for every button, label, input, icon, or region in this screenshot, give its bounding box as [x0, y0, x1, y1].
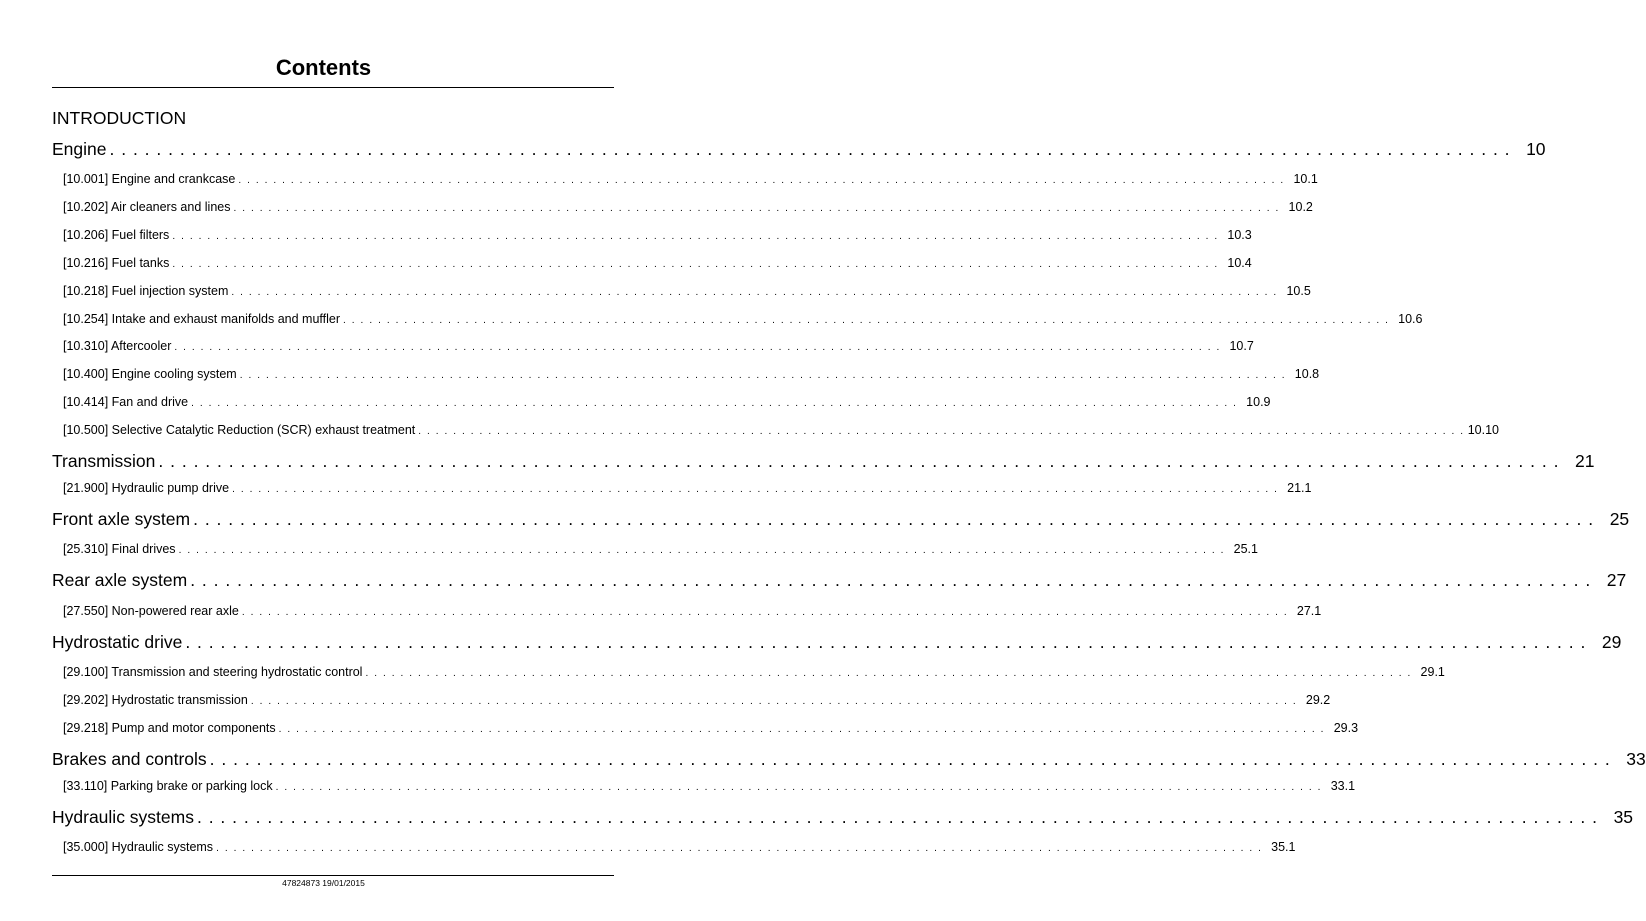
toc-section-title: Rear axle system: [52, 570, 188, 590]
toc-subsection[interactable]: [63, 480, 1312, 498]
toc-subsection-page-number: 33.1: [1330, 779, 1356, 793]
dot-leader: . . . . . . . . . . . . . . . . . . . . . . . . . . . . . . . . . . . . . . . . . . . . . . . . . . . . . . . . . . . . . . . . . . . . . . . . . . . . . . . . . . . . . . . . . . . . . . . . . . . . . . . . . . . . . . . . . . . . . . . .: [185, 632, 1587, 652]
toc-subsection[interactable]: [63, 338, 1254, 356]
dot-leader: . . . . . . . . . . . . . . . . . . . . . . . . . . . . . . . . . . . . . . . . . . . . . . . . . . . . . . . . . . . . . . . . . . . . . . . . . . . . . . . . . . . . . . . . . . . . . . . . . . . . . . . . . . . . . . . . . . . . . . . .: [172, 231, 1219, 242]
toc-subsection[interactable]: [63, 422, 1499, 440]
toc-subsection[interactable]: [63, 839, 1296, 857]
toc-subsection[interactable]: [63, 541, 1258, 559]
toc-section-page-number: 33: [1626, 749, 1646, 769]
toc-subsection-title: [10.254] Intake and exhaust manifolds and muffler: [63, 312, 341, 326]
dot-leader: . . . . . . . . . . . . . . . . . . . . . . . . . . . . . . . . . . . . . . . . . . . . . . . . . . . . . . . . . . . . . . . . . . . . . . . . . . . . . . . . . . . . . . . . . . . . . . . . . . . . . . . . . . . . . . . . . . . . . . . .: [239, 370, 1287, 381]
toc-subsection-title: [10.218] Fuel injection system: [63, 284, 229, 298]
toc-subsection[interactable]: [63, 720, 1359, 738]
toc-subsection-page-number: 25.1: [1233, 542, 1258, 556]
dot-leader: . . . . . . . . . . . . . . . . . . . . . . . . . . . . . . . . . . . . . . . . . . . . . . . . . . . . . . . . . . . . . . . . . . . . . . . . . . . . . . . . . . . . . . . . . . . . . . . . . . . . . . . . . . . . . . . . . . . . . . . .: [196, 807, 1599, 827]
toc-subsection-page-number: 10.5: [1286, 284, 1311, 298]
toc-subsection-title: [10.001] Engine and crankcase: [63, 172, 236, 186]
toc-subsection-page-number: 29.1: [1420, 665, 1445, 679]
dot-leader: . . . . . . . . . . . . . . . . . . . . . . . . . . . . . . . . . . . . . . . . . . . . . . . . . . . . . . . . . . . . . . . . . . . . . . . . . . . . . . . . . . . . . . . . . . . . . . . . . . . . . . . . . . . . . . . . . . . . . . . .: [418, 426, 1465, 437]
toc-section-title: Brakes and controls: [52, 749, 207, 769]
toc-subsection[interactable]: [63, 778, 1356, 796]
toc-subsection-page-number: 10.4: [1227, 256, 1252, 270]
toc-section[interactable]: [52, 631, 1622, 653]
dot-leader: . . . . . . . . . . . . . . . . . . . . . . . . . . . . . . . . . . . . . . . . . . . . . . . . . . . . . . . . . . . . . . . . . . . . . . . . . . . . . . . . . . . . . . . . . . . . . . . . . . . . . . . . . . . . . . . . . . . . . . . .: [172, 259, 1219, 270]
dot-leader: . . . . . . . . . . . . . . . . . . . . . . . . . . . . . . . . . . . . . . . . . . . . . . . . . . . . . . . . . . . . . . . . . . . . . . . . . . . . . . . . . . . . . . . . . . . . . . . . . . . . . . . . . . . . . . . . . . . . . . . .: [238, 175, 1285, 186]
toc-subsection-page-number: 21.1: [1287, 481, 1312, 495]
toc-section-page-number: 21: [1574, 451, 1595, 471]
dot-leader: . . . . . . . . . . . . . . . . . . . . . . . . . . . . . . . . . . . . . . . . . . . . . . . . . . . . . . . . . . . . . . . . . . . . . . . . . . . . . . . . . . . . . . . . . . . . . . . . . . . . . . . . . . . . . . . . . . . . . . . .: [275, 782, 1323, 793]
toc-subsection[interactable]: [63, 283, 1311, 301]
toc-section-title: Transmission: [52, 451, 156, 471]
toc-section[interactable]: [52, 508, 1630, 530]
toc-subsection-title: [27.550] Non-powered rear axle: [63, 604, 239, 618]
toc-section-title: Hydraulic systems: [52, 807, 194, 827]
toc-subsection-title: [10.310] Aftercooler: [63, 339, 172, 353]
dot-leader: . . . . . . . . . . . . . . . . . . . . . . . . . . . . . . . . . . . . . . . . . . . . . . . . . . . . . . . . . . . . . . . . . . . . . . . . . . . . . . . . . . . . . . . . . . . . . . . . . . . . . . . . . . . . . . . . . . . . . . . .: [250, 696, 1298, 707]
dot-leader: . . . . . . . . . . . . . . . . . . . . . . . . . . . . . . . . . . . . . . . . . . . . . . . . . . . . . . . . . . . . . . . . . . . . . . . . . . . . . . . . . . . . . . . . . . . . . . . . . . . . . . . . . . . . . . . . . . . . . . . .: [233, 203, 1280, 214]
toc-subsection[interactable]: [63, 692, 1331, 710]
toc-subsection-title: [29.100] Transmission and steering hydrostatic control: [63, 665, 363, 679]
toc-section-title: Engine: [52, 139, 107, 159]
dot-leader: . . . . . . . . . . . . . . . . . . . . . . . . . . . . . . . . . . . . . . . . . . . . . . . . . . . . . . . . . . . . . . . . . . . . . . . . . . . . . . . . . . . . . . . . . . . . . . . . . . . . . . . . . . . . . . . . . . . . . . . .: [191, 398, 1238, 409]
toc-subsection-page-number: 29.2: [1305, 693, 1331, 707]
toc-subsection[interactable]: [63, 311, 1423, 329]
toc-subsection[interactable]: [63, 199, 1313, 217]
toc-subsection-page-number: 10.1: [1293, 172, 1318, 186]
toc-subsection[interactable]: [63, 171, 1318, 189]
dot-leader: . . . . . . . . . . . . . . . . . . . . . . . . . . . . . . . . . . . . . . . . . . . . . . . . . . . . . . . . . . . . . . . . . . . . . . . . . . . . . . . . . . . . . . . . . . . . . . . . . . . . . . . . . . . . . . . . . . . . . . . .: [190, 570, 1592, 590]
toc-section[interactable]: [52, 806, 1634, 828]
toc-subsection-title: [21.900] Hydraulic pump drive: [63, 481, 230, 495]
introduction-heading[interactable]: INTRODUCTION: [52, 108, 187, 128]
dot-leader: . . . . . . . . . . . . . . . . . . . . . . . . . . . . . . . . . . . . . . . . . . . . . . . . . . . . . . . . . . . . . . . . . . . . . . . . . . . . . . . . . . . . . . . . . . . . . . . . . . . . . . . . . . . . . . . . . . . . . . . .: [209, 749, 1611, 769]
toc-subsection-page-number: 29.3: [1333, 721, 1359, 735]
toc-subsection-page-number: 10.7: [1229, 339, 1254, 353]
toc-subsection[interactable]: [63, 227, 1252, 245]
toc-subsection-title: [10.206] Fuel filters: [63, 228, 170, 242]
dot-leader: . . . . . . . . . . . . . . . . . . . . . . . . . . . . . . . . . . . . . . . . . . . . . . . . . . . . . . . . . . . . . . . . . . . . . . . . . . . . . . . . . . . . . . . . . . . . . . . . . . . . . . . . . . . . . . . . . . . . . . . .: [174, 342, 1221, 353]
toc-subsection[interactable]: [63, 394, 1271, 412]
toc-subsection-page-number: 10.9: [1246, 395, 1271, 409]
toc-subsection[interactable]: [63, 664, 1445, 682]
toc-subsection-title: [29.202] Hydrostatic transmission: [63, 693, 248, 707]
footer-rule: [52, 875, 614, 876]
toc-section-page-number: 25: [1609, 509, 1630, 529]
toc-section[interactable]: [52, 138, 1546, 160]
toc-section-title: Front axle system: [52, 509, 191, 529]
footer-doc-info: 47824873 19/01/2015: [282, 878, 365, 888]
page-title: Contents: [275, 55, 372, 80]
toc-subsection[interactable]: [63, 255, 1252, 273]
toc-subsection-title: [10.202] Air cleaners and lines: [63, 200, 231, 214]
toc-section-page-number: 10: [1526, 139, 1546, 159]
toc-subsection-title: [29.218] Pump and motor components: [63, 721, 276, 735]
dot-leader: . . . . . . . . . . . . . . . . . . . . . . . . . . . . . . . . . . . . . . . . . . . . . . . . . . . . . . . . . . . . . . . . . . . . . . . . . . . . . . . . . . . . . . . . . . . . . . . . . . . . . . . . . . . . . . . . . . . . . . . .: [241, 607, 1289, 618]
toc-subsection-page-number: 35.1: [1271, 840, 1296, 854]
toc-subsection-page-number: 10.8: [1294, 367, 1320, 381]
toc-section-title: Hydrostatic drive: [52, 632, 183, 652]
toc-section-page-number: 35: [1613, 807, 1634, 827]
dot-leader: . . . . . . . . . . . . . . . . . . . . . . . . . . . . . . . . . . . . . . . . . . . . . . . . . . . . . . . . . . . . . . . . . . . . . . . . . . . . . . . . . . . . . . . . . . . . . . . . . . . . . . . . . . . . . . . . . . . . . . . .: [109, 139, 1511, 159]
dot-leader: . . . . . . . . . . . . . . . . . . . . . . . . . . . . . . . . . . . . . . . . . . . . . . . . . . . . . . . . . . . . . . . . . . . . . . . . . . . . . . . . . . . . . . . . . . . . . . . . . . . . . . . . . . . . . . . . . . . . . . . .: [216, 843, 1263, 854]
dot-leader: . . . . . . . . . . . . . . . . . . . . . . . . . . . . . . . . . . . . . . . . . . . . . . . . . . . . . . . . . . . . . . . . . . . . . . . . . . . . . . . . . . . . . . . . . . . . . . . . . . . . . . . . . . . . . . . . . . . . . . . .: [232, 484, 1279, 495]
toc-subsection-title: [10.216] Fuel tanks: [63, 256, 170, 270]
toc-subsection-title: [35.000] Hydraulic systems: [63, 840, 214, 854]
toc-subsection-page-number: 27.1: [1296, 604, 1322, 618]
dot-leader: . . . . . . . . . . . . . . . . . . . . . . . . . . . . . . . . . . . . . . . . . . . . . . . . . . . . . . . . . . . . . . . . . . . . . . . . . . . . . . . . . . . . . . . . . . . . . . . . . . . . . . . . . . . . . . . . . . . . . . . .: [178, 545, 1225, 556]
dot-leader: . . . . . . . . . . . . . . . . . . . . . . . . . . . . . . . . . . . . . . . . . . . . . . . . . . . . . . . . . . . . . . . . . . . . . . . . . . . . . . . . . . . . . . . . . . . . . . . . . . . . . . . . . . . . . . . . . . . . . . . .: [343, 315, 1390, 326]
toc-subsection[interactable]: [63, 366, 1320, 384]
toc-subsection-page-number: 10.6: [1398, 312, 1423, 326]
toc-section[interactable]: [52, 450, 1595, 472]
dot-leader: . . . . . . . . . . . . . . . . . . . . . . . . . . . . . . . . . . . . . . . . . . . . . . . . . . . . . . . . . . . . . . . . . . . . . . . . . . . . . . . . . . . . . . . . . . . . . . . . . . . . . . . . . . . . . . . . . . . . . . . .: [193, 509, 1595, 529]
toc-subsection-page-number: 10.10: [1467, 423, 1499, 437]
toc-section[interactable]: [52, 748, 1646, 770]
toc-subsection-page-number: 10.3: [1227, 228, 1252, 242]
toc-subsection-title: [10.500] Selective Catalytic Reduction (SCR) exhaust treatment: [63, 423, 416, 437]
dot-leader: . . . . . . . . . . . . . . . . . . . . . . . . . . . . . . . . . . . . . . . . . . . . . . . . . . . . . . . . . . . . . . . . . . . . . . . . . . . . . . . . . . . . . . . . . . . . . . . . . . . . . . . . . . . . . . . . . . . . . . . .: [158, 451, 1560, 471]
dot-leader: . . . . . . . . . . . . . . . . . . . . . . . . . . . . . . . . . . . . . . . . . . . . . . . . . . . . . . . . . . . . . . . . . . . . . . . . . . . . . . . . . . . . . . . . . . . . . . . . . . . . . . . . . . . . . . . . . . . . . . . .: [365, 668, 1412, 679]
toc-subsection-title: [10.414] Fan and drive: [63, 395, 189, 409]
toc-section[interactable]: [52, 569, 1627, 591]
toc-subsection-title: [25.310] Final drives: [63, 542, 176, 556]
toc-section-page-number: 29: [1601, 632, 1622, 652]
toc-subsection-title: [10.400] Engine cooling system: [63, 367, 237, 381]
toc-subsection[interactable]: [63, 603, 1322, 621]
dot-leader: . . . . . . . . . . . . . . . . . . . . . . . . . . . . . . . . . . . . . . . . . . . . . . . . . . . . . . . . . . . . . . . . . . . . . . . . . . . . . . . . . . . . . . . . . . . . . . . . . . . . . . . . . . . . . . . . . . . . . . . .: [278, 724, 1326, 735]
toc-subsection-page-number: 10.2: [1288, 200, 1313, 214]
dot-leader: . . . . . . . . . . . . . . . . . . . . . . . . . . . . . . . . . . . . . . . . . . . . . . . . . . . . . . . . . . . . . . . . . . . . . . . . . . . . . . . . . . . . . . . . . . . . . . . . . . . . . . . . . . . . . . . . . . . . . . . .: [231, 287, 1278, 298]
toc-subsection-title: [33.110] Parking brake or parking lock: [63, 779, 273, 793]
toc-section-page-number: 27: [1606, 570, 1627, 590]
